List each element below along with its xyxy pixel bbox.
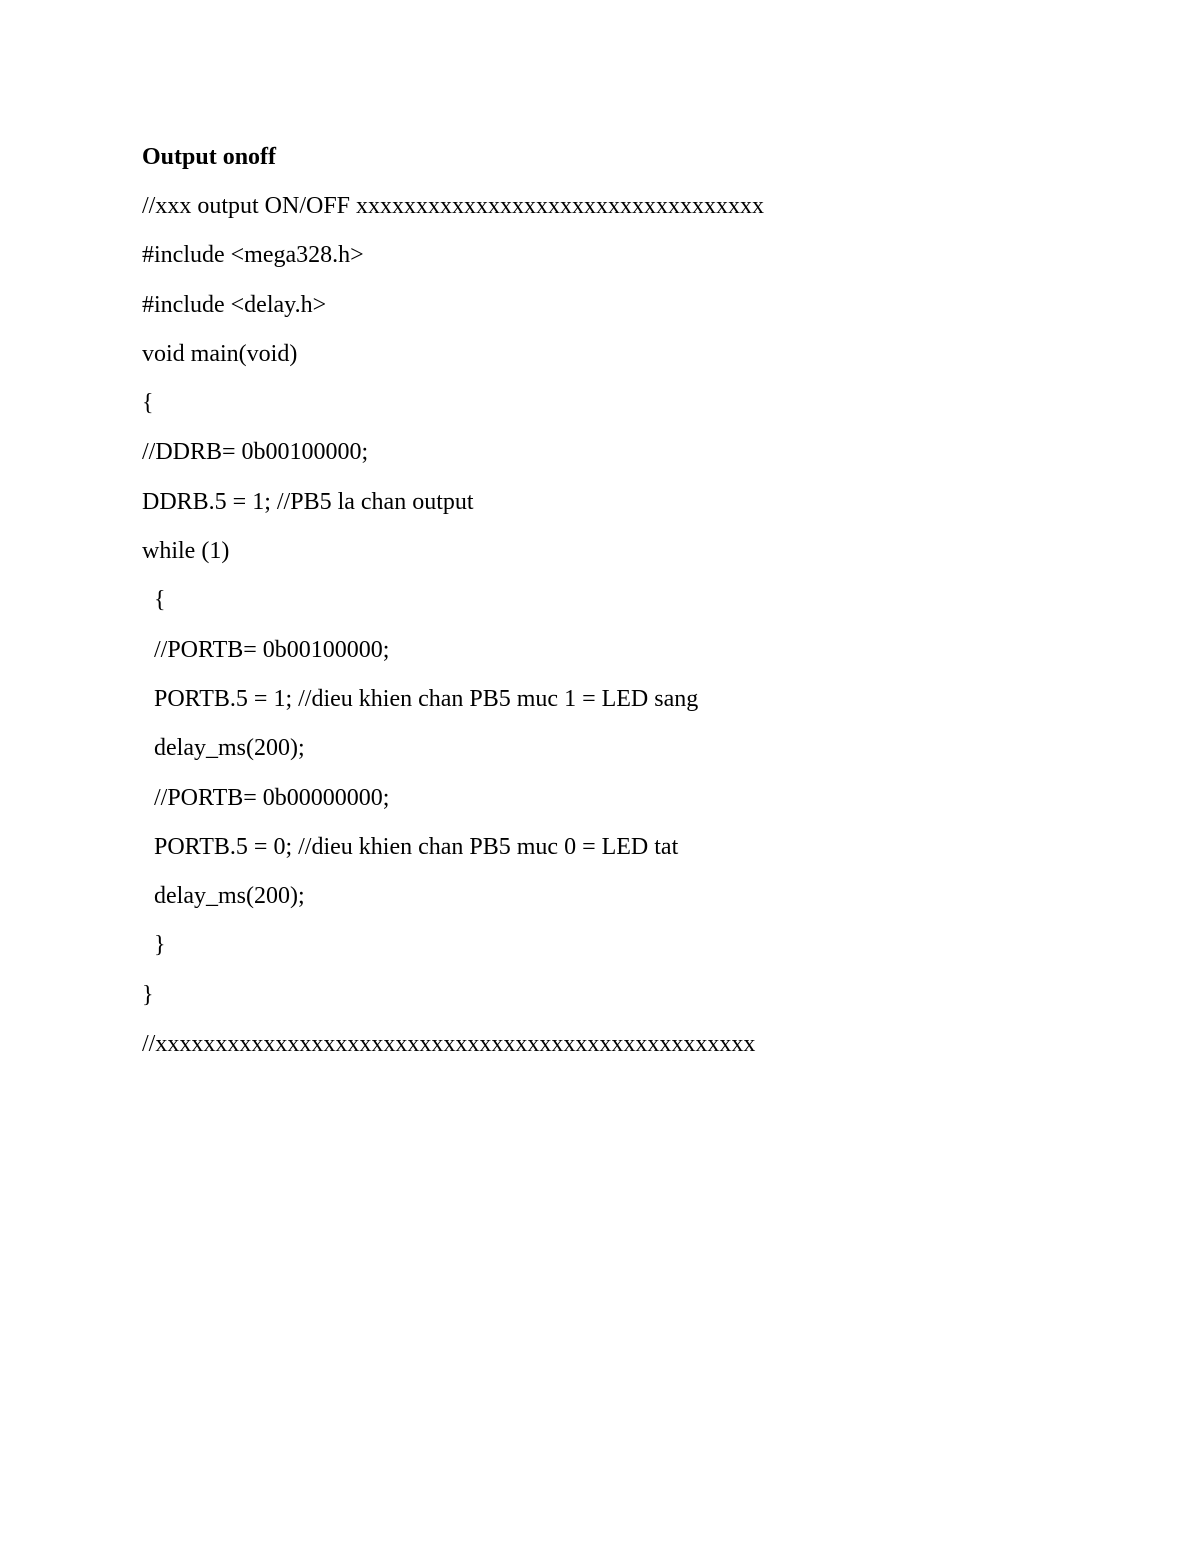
code-line: } (142, 932, 166, 959)
code-line: void main(void) (142, 340, 298, 367)
code-line: //xxx output ON/OFF xxxxxxxxxxxxxxxxxxxxxxxxxxxxxxxxxx (142, 193, 765, 219)
code-line: while (1) (142, 538, 230, 565)
code-line: { (142, 587, 166, 614)
code-line: PORTB.5 = 0; //dieu khien chan PB5 muc 0 = LED tat (142, 833, 679, 860)
code-line: #include <mega328.h> (142, 242, 364, 269)
code-line: { (142, 390, 154, 417)
code-line: } (142, 981, 154, 1008)
code-line: #include <delay.h> (142, 291, 327, 318)
code-line: DDRB.5 = 1; //PB5 la chan output (142, 488, 474, 515)
code-line: //PORTB= 0b00100000; (142, 636, 390, 663)
code-line: //DDRB= 0b00100000; (142, 439, 369, 466)
code-listing (142, 190, 764, 1077)
code-line: delay_ms(200); (142, 735, 305, 762)
code-line: //PORTB= 0b00000000; (142, 784, 390, 811)
document-title: Output onoff (142, 144, 277, 170)
code-line: //xxxxxxxxxxxxxxxxxxxxxxxxxxxxxxxxxxxxxxxxxxxxxxxxxx (142, 1031, 756, 1058)
code-line: delay_ms(200); (142, 883, 305, 910)
code-line: PORTB.5 = 1; //dieu khien chan PB5 muc 1 = LED sang (142, 685, 699, 712)
